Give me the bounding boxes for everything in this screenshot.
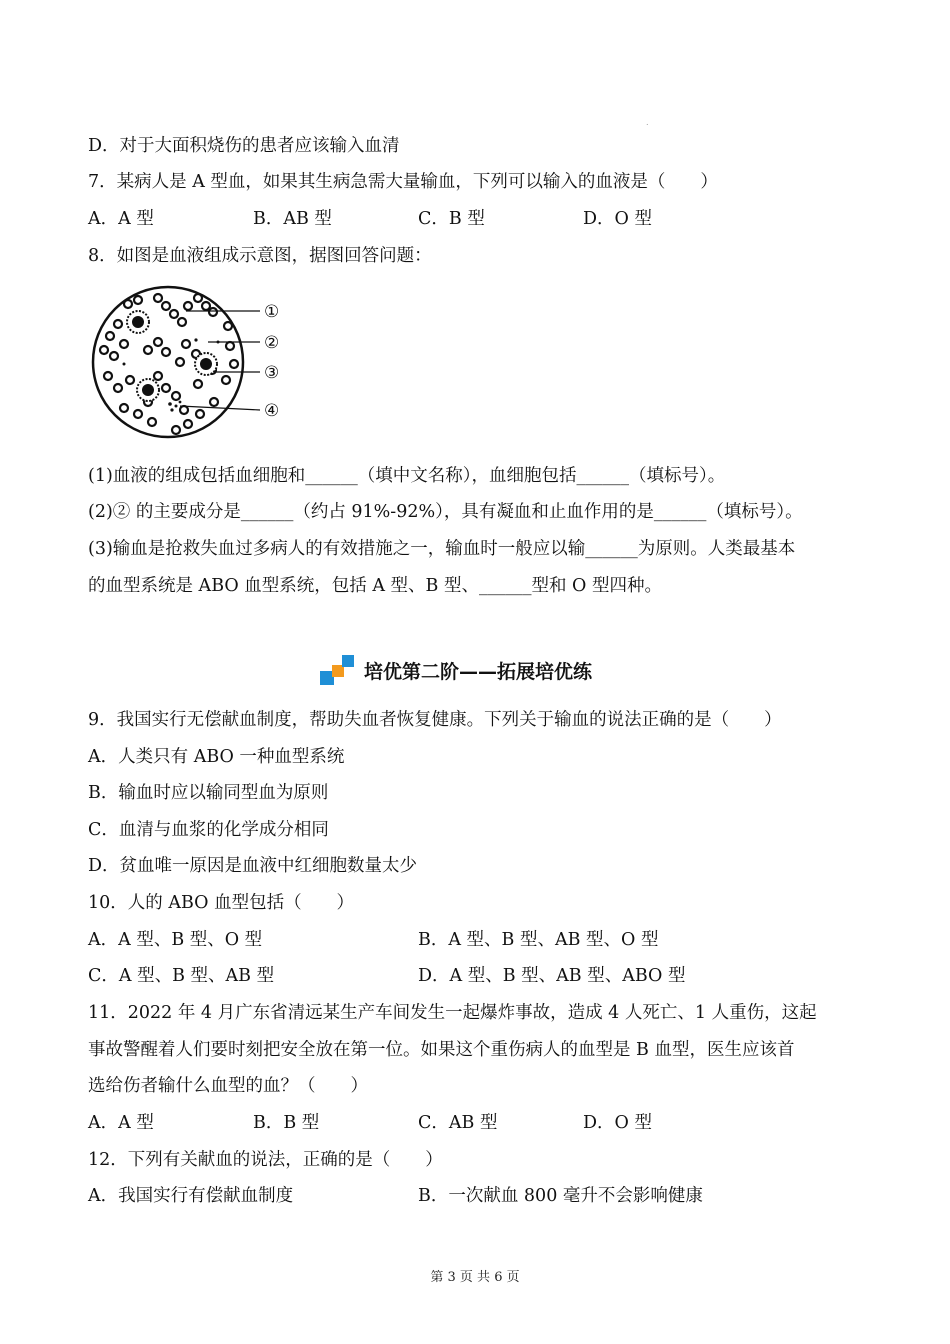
- q8-sub3-line2: 的血型系统是 ABO 血型系统，包括 A 型、B 型、______型和 O 型四种。: [88, 576, 662, 596]
- q12-stem: 12．下列有关献血的说法，正确的是（ ）: [88, 1150, 443, 1170]
- q7-option-d: D．O 型: [583, 209, 652, 229]
- q11-option-d: D．O 型: [583, 1113, 652, 1133]
- q11-stem-line1: 11．2022 年 4 月广东省清远某生产车间发生一起爆炸事故，造成 4 人死亡、1 人重伤，这起: [88, 1003, 817, 1023]
- q11-stem-line3: 选给伤者输什么血型的血？（ ）: [88, 1076, 368, 1096]
- q9-option-d: D．贫血唯一原因是血液中红细胞数量太少: [88, 856, 418, 876]
- q11-stem-line2: 事故警醒着人们要时刻把安全放在第一位。如果这个重伤病人的血型是 B 血型，医生应该首: [88, 1040, 795, 1060]
- q12-option-b: B．一次献血 800 毫升不会影响健康: [418, 1186, 703, 1206]
- q9-stem: 9．我国实行无偿献血制度，帮助失血者恢复健康。下列关于输血的说法正确的是（ ）: [88, 710, 782, 730]
- blood-composition-figure: [88, 284, 298, 444]
- label-1: ①: [264, 302, 280, 322]
- q7-option-b: B．AB 型: [253, 209, 332, 229]
- q7-option-c: C．B 型: [418, 209, 485, 229]
- section-title: 培优第二阶——拓展培优练: [364, 660, 593, 683]
- section-logo-icon: [320, 653, 354, 687]
- q6-option-d: D．对于大面积烧伤的患者应该输入血清: [88, 136, 400, 156]
- blood-figure-svg: [88, 284, 298, 444]
- q11-option-c: C．AB 型: [418, 1113, 498, 1133]
- q8-sub1: (1)血液的组成包括血细胞和______（填中文名称），血细胞包括______（填标号）。: [88, 466, 726, 486]
- q11-option-a: A．A 型: [88, 1113, 154, 1133]
- q10-option-a: A．A 型、B 型、O 型: [88, 930, 263, 950]
- label-3: ③: [264, 363, 280, 383]
- q9-option-a: A．人类只有 ABO 一种血型系统: [88, 747, 345, 767]
- q8-sub3-line1: (3)输血是抢救失血过多病人的有效措施之一，输血时一般应以输______为原则。人类最基本: [88, 539, 796, 559]
- q11-option-b: B．B 型: [253, 1113, 320, 1133]
- q9-option-c: C．血清与血浆的化学成分相同: [88, 820, 329, 840]
- q10-option-c: C．A 型、B 型、AB 型: [88, 966, 275, 986]
- q10-option-d: D．A 型、B 型、AB 型、ABO 型: [418, 966, 686, 986]
- q8-stem: 8．如图是血液组成示意图，据图回答问题：: [88, 246, 432, 266]
- q7-stem: 7．某病人是 A 型血，如果其生病急需大量输血，下列可以输入的血液是（ ）: [88, 172, 718, 192]
- q7-option-a: A．A 型: [88, 209, 154, 229]
- label-2: ②: [264, 333, 280, 353]
- section-heading: [320, 652, 592, 688]
- page-footer: 第 3 页 共 6 页: [430, 1270, 520, 1285]
- figure-labels: [264, 302, 279, 421]
- q10-stem: 10．人的 ABO 血型包括（ ）: [88, 893, 355, 913]
- label-4: ④: [264, 401, 280, 421]
- q12-option-a: A．我国实行有偿献血制度: [88, 1186, 294, 1206]
- q8-sub2: (2)② 的主要成分是______（约占 91%-92%），具有凝血和止血作用的是______（填标号）。: [88, 502, 803, 522]
- q9-option-b: B．输血时应以输同型血为原则: [88, 783, 329, 803]
- page-mark: .: [646, 118, 649, 127]
- q10-option-b: B．A 型、B 型、AB 型、O 型: [418, 930, 659, 950]
